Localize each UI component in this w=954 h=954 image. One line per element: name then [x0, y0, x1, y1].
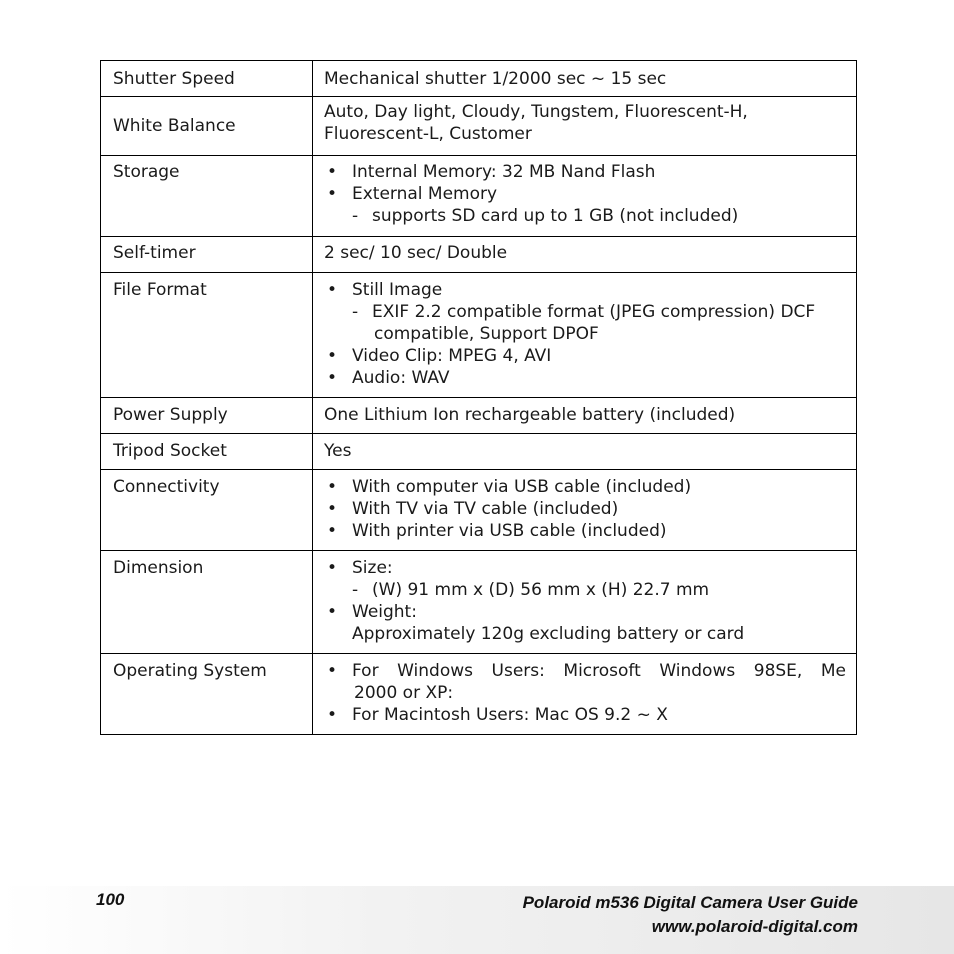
guide-title: Polaroid m536 Digital Camera User Guide	[522, 893, 858, 912]
bullet-item: • Internal Memory: 32 MB Nand Flash	[324, 161, 846, 183]
bullet-item: • Still Image	[324, 279, 846, 301]
spec-value	[313, 470, 857, 551]
spec-value: One Lithium Ion rechargeable battery (included)	[313, 398, 857, 434]
bullet-item: • For Windows Users: Microsoft Windows 98SE, Me	[324, 660, 846, 682]
spec-row-power-supply	[101, 398, 857, 434]
spec-value	[313, 97, 857, 156]
spec-value: 2 sec/ 10 sec/ Double	[313, 237, 857, 273]
bullet-item: • For Macintosh Users: Mac OS 9.2 ~ X	[324, 704, 846, 726]
spec-row-dimension	[101, 551, 857, 654]
spec-value	[313, 273, 857, 398]
sub-item: - supports SD card up to 1 GB (not included)	[324, 205, 846, 227]
text-line: Fluorescent-L, Customer	[324, 124, 532, 144]
spec-value	[313, 156, 857, 237]
spec-label: Connectivity	[101, 470, 313, 551]
bullet-detail: Approximately 120g excluding battery or card	[352, 624, 745, 644]
bullet-continuation: 2000 or XP:	[354, 683, 454, 703]
spec-value: Mechanical shutter 1/2000 sec ~ 15 sec	[313, 61, 857, 97]
spec-row-operating-system	[101, 654, 857, 735]
bullet-item: • With TV via TV cable (included)	[324, 498, 846, 520]
spec-value	[313, 551, 857, 654]
spec-value: Yes	[313, 434, 857, 470]
spec-label: Self-timer	[101, 237, 313, 273]
spec-table	[100, 60, 857, 735]
bullet-item: • With computer via USB cable (included)	[324, 476, 846, 498]
bullet-item: • External Memory	[324, 183, 846, 205]
bullet-item: • Weight:	[324, 601, 846, 623]
spec-row-storage	[101, 156, 857, 237]
text-line: Auto, Day light, Cloudy, Tungstem, Fluorescent-H,	[324, 102, 748, 122]
sub-item-continuation: compatible, Support DPOF	[374, 324, 599, 344]
spec-row-self-timer	[101, 237, 857, 273]
spec-row-file-format	[101, 273, 857, 398]
spec-row-connectivity	[101, 470, 857, 551]
spec-label: Dimension	[101, 551, 313, 654]
bullet-item: • Size:	[324, 557, 846, 579]
spec-value	[313, 654, 857, 735]
spec-label: Operating System	[101, 654, 313, 735]
spec-label: Storage	[101, 156, 313, 237]
sub-item: - (W) 91 mm x (D) 56 mm x (H) 22.7 mm	[324, 579, 846, 601]
spec-label: Tripod Socket	[101, 434, 313, 470]
spec-label: Shutter Speed	[101, 61, 313, 97]
sub-item: - EXIF 2.2 compatible format (JPEG compression) DCF	[324, 301, 846, 323]
website-url: www.polaroid-digital.com	[651, 917, 858, 936]
spec-label: White Balance	[101, 97, 313, 156]
bullet-item: • Audio: WAV	[324, 367, 846, 389]
spec-label: File Format	[101, 273, 313, 398]
bullet-item: • Video Clip: MPEG 4, AVI	[324, 345, 846, 367]
page-number: 100	[96, 890, 125, 909]
spec-row-tripod-socket	[101, 434, 857, 470]
spec-label: Power Supply	[101, 398, 313, 434]
bullet-item: • With printer via USB cable (included)	[324, 520, 846, 542]
spec-row-shutter-speed	[101, 61, 857, 97]
spec-row-white-balance	[101, 97, 857, 156]
